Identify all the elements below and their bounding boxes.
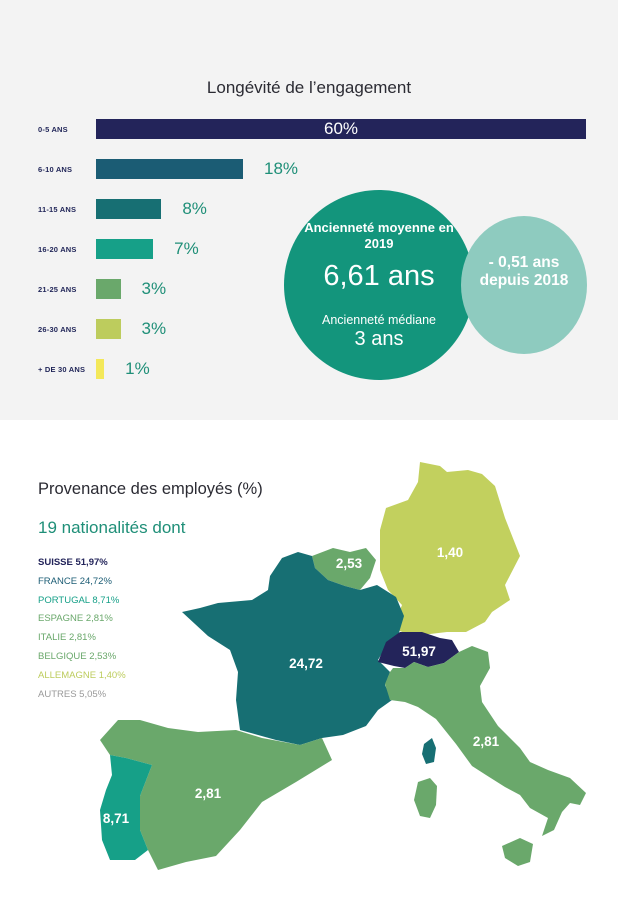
nationalities-subtitle: 19 nationalités dont <box>38 518 186 537</box>
average-tenure-title: Ancienneté moyenne en 2019 <box>304 220 454 251</box>
bar-category-label: 11-15 ANS <box>38 205 77 214</box>
map-value-label: 51,97 <box>402 644 436 659</box>
bar-value-label: 3% <box>141 319 167 338</box>
bar-category-label: + DE 30 ANS <box>38 365 86 374</box>
map-value-label: 8,71 <box>102 811 130 826</box>
map-value-label: 2,81 <box>472 734 500 749</box>
origin-map-title: Provenance des employés (%) <box>38 480 263 498</box>
legend-item: FRANCE 24,72% <box>38 575 112 587</box>
bar-category-label: 16-20 ANS <box>38 245 77 254</box>
map-region-france <box>182 552 404 745</box>
map-value-label: 2,53 <box>335 556 363 571</box>
legend-item: ESPAGNE 2,81% <box>38 613 113 625</box>
bar-value-label: 8% <box>182 199 207 218</box>
bar-value-label: 7% <box>174 239 199 258</box>
map-region-corsica <box>422 738 436 764</box>
bar-value-label: 3% <box>141 279 167 298</box>
legend-item: PORTUGAL 8,71% <box>38 594 120 606</box>
tenure-chart-title: Longévité de l’engagement <box>206 78 412 97</box>
average-tenure-value: 6,61 ans <box>323 260 435 292</box>
bar-category-label: 26-30 ANS <box>38 325 77 334</box>
tenure-change-text: - 0,51 ans depuis 2018 <box>479 254 569 289</box>
bar-value-label: 60% <box>323 119 359 138</box>
map-region-sicily <box>502 838 533 866</box>
bar-category-label: 21-25 ANS <box>38 285 77 294</box>
median-tenure-value: 3 ans <box>354 328 404 350</box>
map-region-sardinia <box>414 778 437 818</box>
legend-item: AUTRES 5,05% <box>38 688 107 700</box>
legend-item: ITALIE 2,81% <box>38 632 96 644</box>
bar-value-label: 1% <box>125 359 150 378</box>
bar-category-label: 0-5 ANS <box>38 125 68 134</box>
bar-value-label: 18% <box>264 159 299 178</box>
map-value-label: 1,40 <box>436 545 464 560</box>
legend-item: SUISSE 51,97% <box>38 557 108 568</box>
median-tenure-label: Ancienneté médiane <box>322 313 436 327</box>
bar-category-label: 6-10 ANS <box>38 165 73 174</box>
legend-item: ALLEMAGNE 1,40% <box>38 669 126 681</box>
legend-item: BELGIQUE 2,53% <box>38 651 117 662</box>
map-value-label: 2,81 <box>194 786 222 801</box>
map-value-label: 24,72 <box>289 656 323 671</box>
